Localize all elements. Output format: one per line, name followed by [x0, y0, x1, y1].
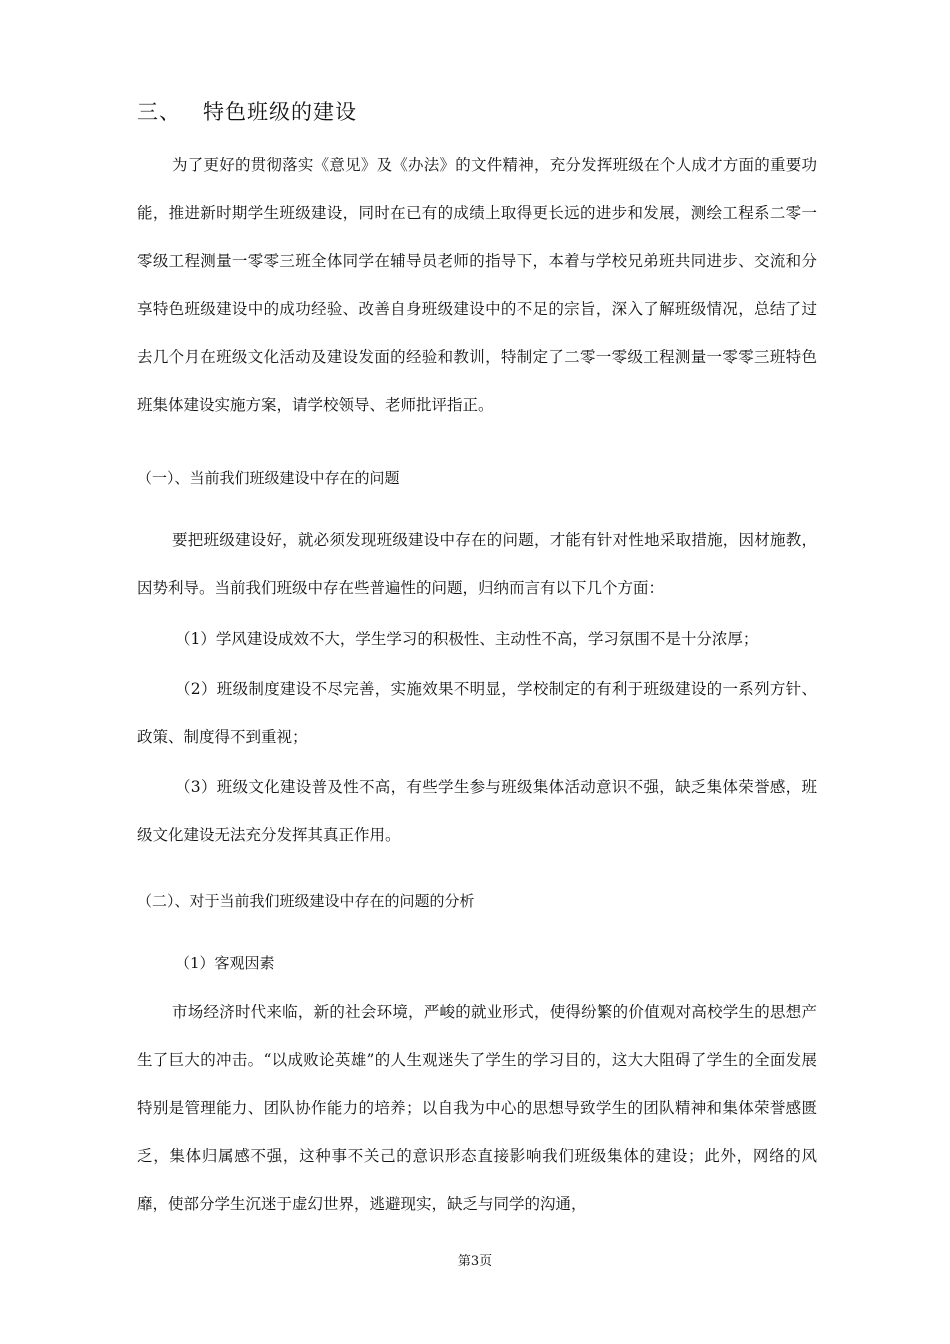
problem-item-1: （1）学风建设成效不大，学生学习的积极性、主动性不高，学习氛围不是十分浓厚；	[175, 630, 759, 648]
section-title: 特色班级的建设	[203, 100, 357, 124]
section-heading	[137, 96, 357, 126]
part1-intro-paragraph: 要把班级建设好，就必须发现班级建设中存在的问题，才能有针对性地采取措施，因材施教，因势利导。当前我们班级中存在些普遍性的问题，归纳而言有以下几个方面：	[137, 531, 817, 597]
part1-heading: （一）、当前我们班级建设中存在的问题	[137, 469, 400, 487]
section-number: 三、	[137, 100, 181, 124]
problem-item-2: （2）班级制度建设不尽完善，实施效果不明显，学校制定的有利于班级建设的一系列方针、政策、制度得不到重视；	[137, 680, 817, 746]
intro-paragraph: 为了更好的贯彻落实《意见》及《办法》的文件精神，充分发挥班级在个人成才方面的重要功能，推进新时期学生班级建设，同时在已有的成绩上取得更长远的进步和发展，测绘工程系二零一零级工程测量一零零三班全体同学在辅导员老师的指导下，本着与学校兄弟班共同进步、交流和分享特色班级建设中的成功经验、改善自身班级建设中的不足的宗旨，深入了解班级情况，总结了过去几个月在班级文化活动及建设发面的经验和教训，特制定了二零一零级工程测量一零零三班特色班集体建设实施方案，请学校领导、老师批评指正。	[137, 156, 817, 414]
page-number: 第3页	[457, 1254, 493, 1269]
part2-body-paragraph: 市场经济时代来临，新的社会环境，严峻的就业形式，使得纷繁的价值观对高校学生的思想产生了巨大的冲击。“以成败论英雄”的人生观迷失了学生的学习目的，这大大阻碍了学生的全面发展特别是管理能力、团队协作能力的培养；以自我为中心的思想导致学生的团队精神和集体荣誉感匮乏，集体归属感不强，这种事不关己的意识形态直接影响我们班级集体的建设；此外，网络的风靡，使部分学生沉迷于虚幻世界，逃避现实，缺乏与同学的沟通，	[137, 1003, 817, 1213]
part2-heading: （二）、对于当前我们班级建设中存在的问题的分析	[137, 892, 475, 910]
part2-subheading: （1）客观因素	[175, 954, 275, 972]
problem-item-3: （3）班级文化建设普及性不高，有些学生参与班级集体活动意识不强，缺乏集体荣誉感，班级文化建设无法充分发挥其真正作用。	[137, 778, 817, 844]
